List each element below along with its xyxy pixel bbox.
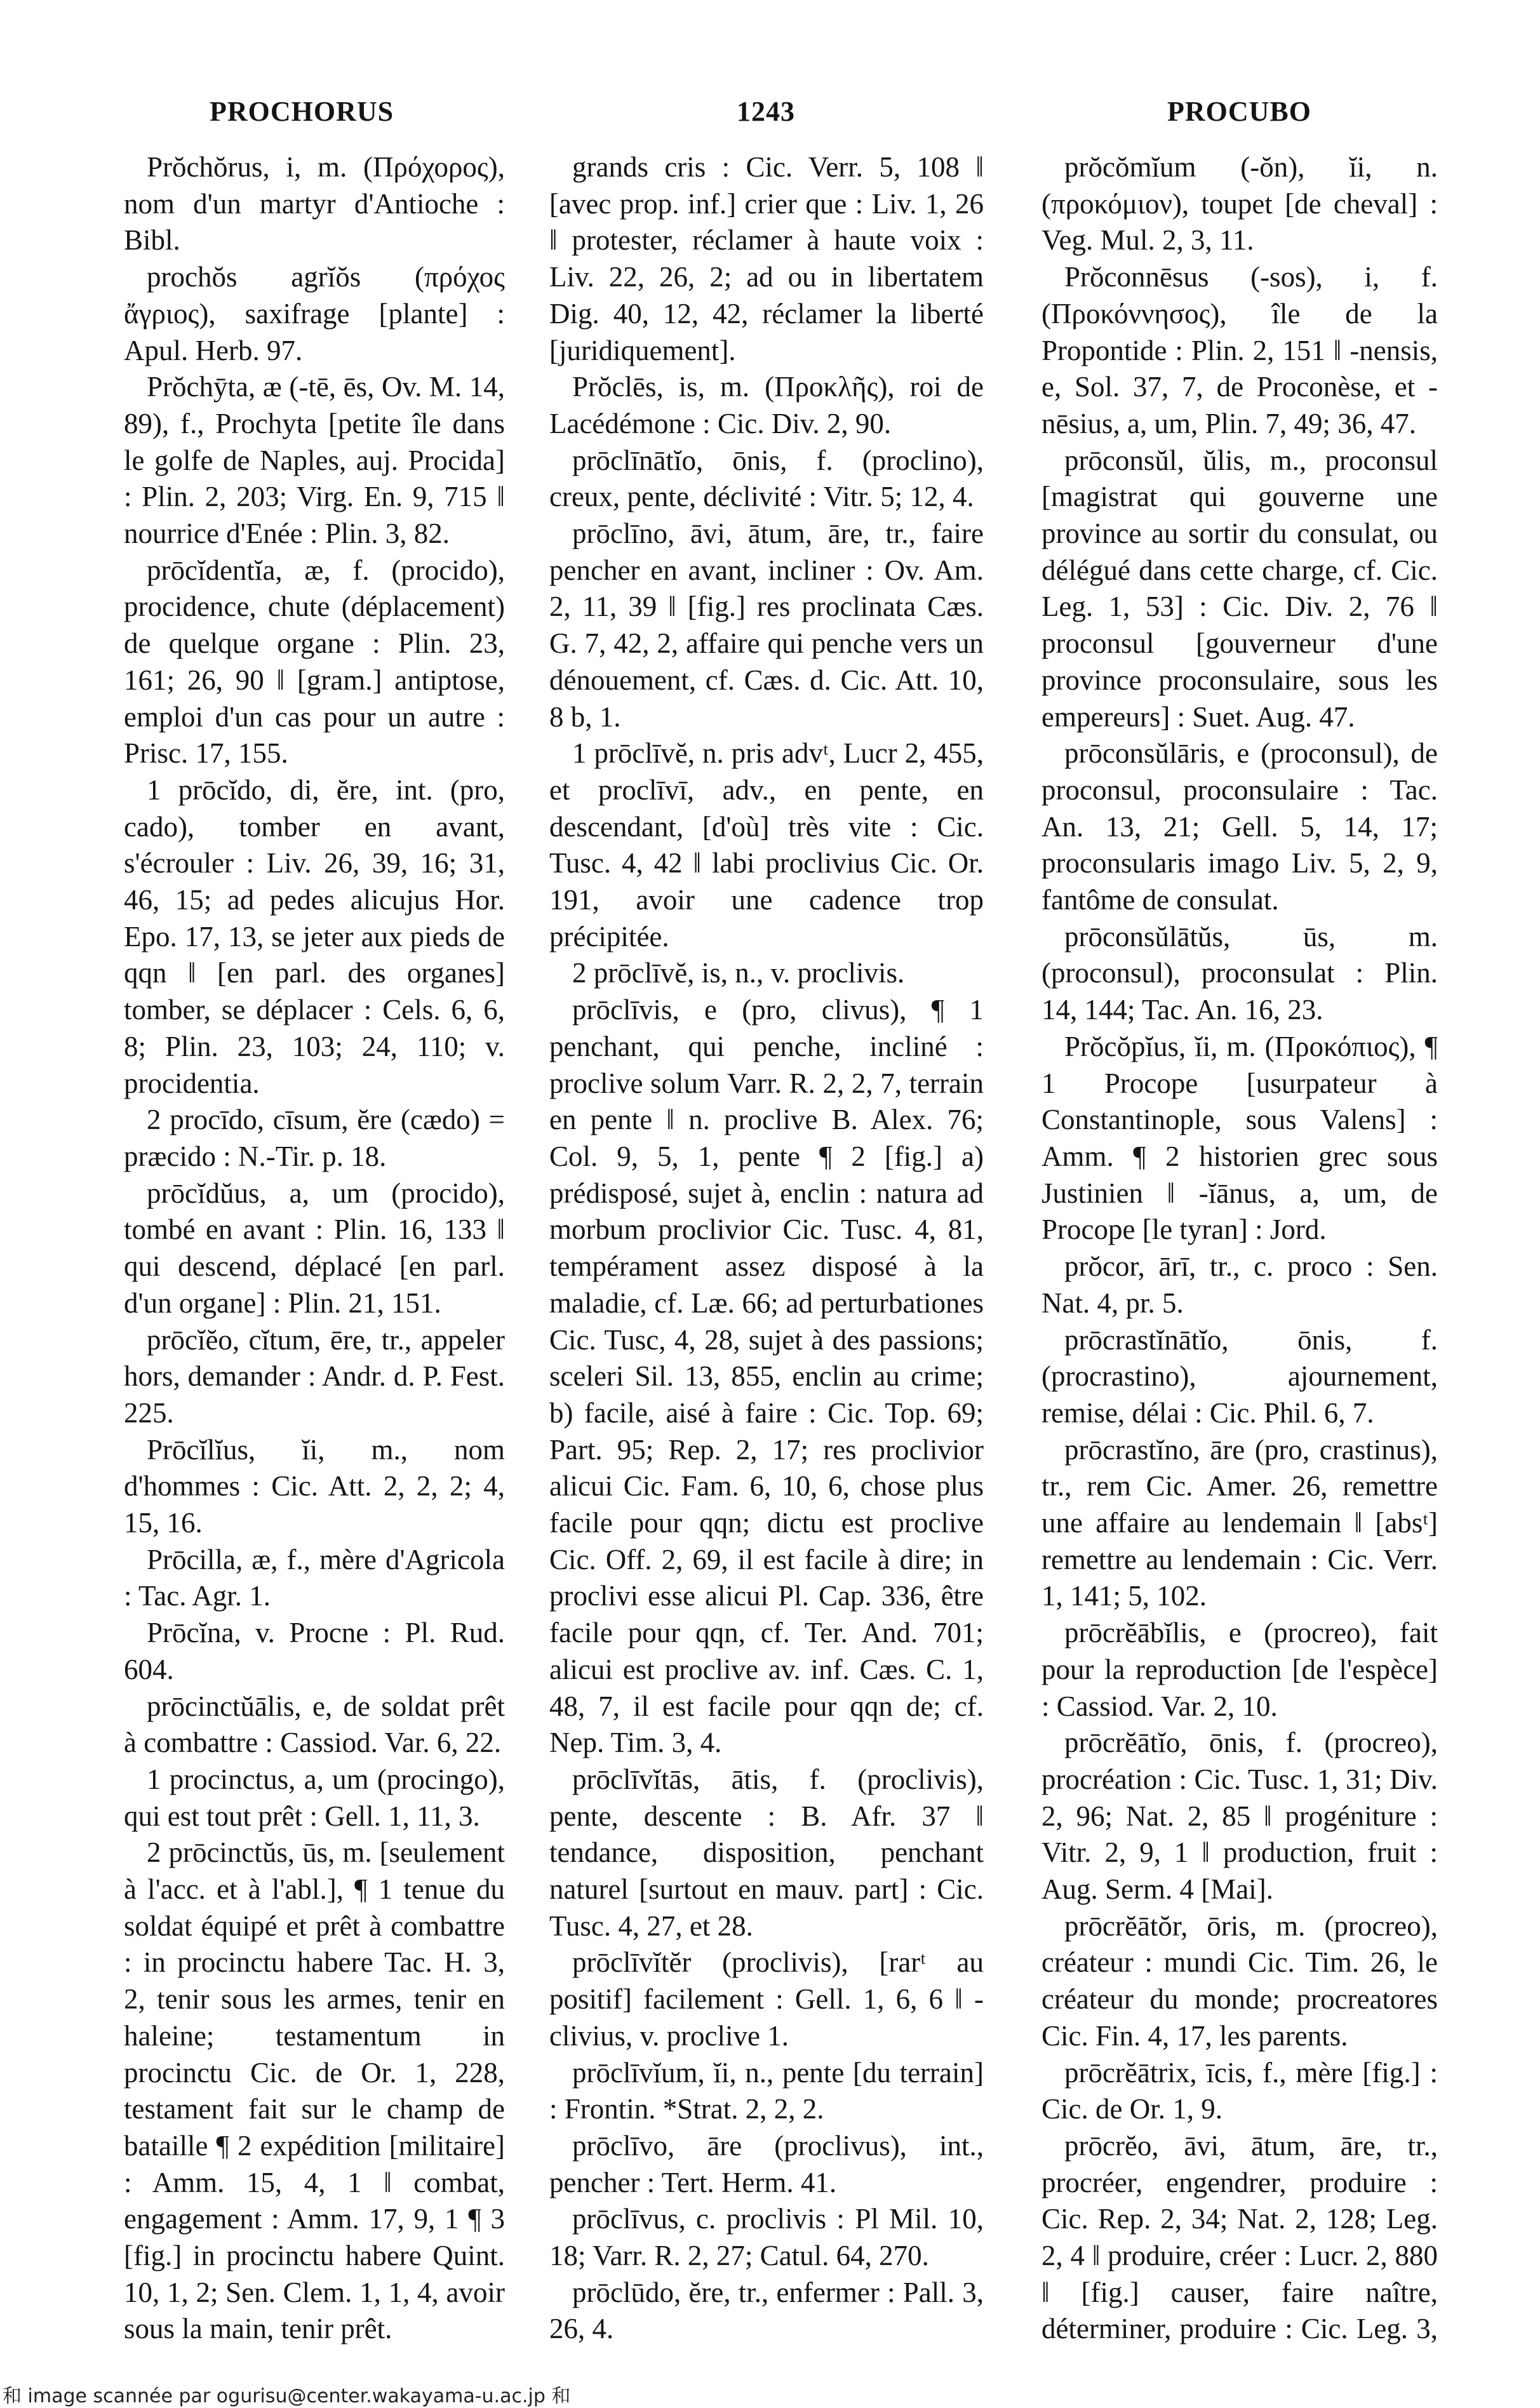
dictionary-entry: Prōcilla, æ, f., mère d'Agricola : Tac. Agr. 1.	[124, 1543, 505, 1612]
dictionary-entry: prōclīnātĭo, ōnis, f. (proclino), creux, pente, déclivité : Vitr. 5; 12, 4.	[549, 444, 984, 513]
dictionary-entry: grands cris : Cic. Verr. 5, 108 ‖ [avec prop. inf.] crier que : Liv. 1, 26 ‖ protester, réclamer à haute voix : Liv. 22, 26, 2; ad ou in libertatem Dig. 40, 12, 42, réclamer la liberté [juridiquement].	[549, 151, 984, 366]
dictionary-entry: 1 prōcĭdo, di, ĕre, int. (pro, cado), tomber en avant, s'écrouler : Liv. 26, 39, 16; 31, 46, 15; ad pedes alicujus Hor. Epo. 17, 13, se jeter aux pieds de qqn ‖ [en parl. des organes] tomber, se déplacer : Cels. 6, 6, 8; Plin. 23, 103; 24, 110; v. procidentia.	[124, 773, 505, 1099]
dictionary-entry: prŏcor, ārī, tr., c. proco : Sen. Nat. 4, pr. 5.	[1041, 1250, 1438, 1319]
dictionary-entry: prōclīno, āvi, ātum, āre, tr., faire pencher en avant, incliner : Ov. Am. 2, 11, 39 ‖ [fig.] res proclinata Cæs. G. 7, 42, 2, affaire qui penche vers un dénouement, cf. Cæs. d. Cic. Att. 10, 8 b, 1.	[549, 518, 984, 733]
dictionary-entry: prōclīvis, e (pro, clivus), ¶ 1 penchant, qui penche, incliné : proclive solum Varr. R. 2, 2, 7, terrain en pente ‖ n. proclive B. Alex. 76; Col. 9, 5, 1, pente ¶ 2 [fig.] a) prédisposé, sujet à, enclin : natura ad morbum proclivior Cic. Tusc. 4, 81, tempérament assez disposé à la maladie, cf. Læ. 66; ad perturbationes Cic. Tusc, 4, 28, sujet à des passions; sceleri Sil. 13, 855, enclin au crime; b) facile, aisé à faire : Cic. Top. 69; Part. 95; Rep. 2, 17; res proclivior alicui Cic. Fam. 6, 10, 6, chose plus facile pour qqn; dictu est proclive Cic. Off. 2, 69, il est facile à dire; in proclivi esse alicui Pl. Cap. 336, être facile pour qqn, cf. Ter. And. 701; alicui est proclive av. inf. Cæs. C. 1, 48, 7, il est facile pour qqn de; cf. Nep. Tim. 3, 4.	[549, 994, 984, 1759]
dictionary-entry: Prŏconnēsus (-sos), i, f. (Προκόννησος), île de la Propontide : Plin. 2, 151 ‖ -nensis, e, Sol. 37, 7, de Proconèse, et -nēsius, a, um, Plin. 7, 49; 36, 47.	[1041, 261, 1438, 439]
dictionary-entry: prōconsŭl, ŭlis, m., proconsul [magistrat qui gouverne une province au sortir du consulat, ou délégué dans cette charge, cf. Cic. Leg. 1, 53] : Cic. Div. 2, 76 ‖ proconsul [gouverneur d'une province proconsulaire, sous les empereurs] : Suet. Aug. 47.	[1041, 444, 1438, 733]
dictionary-entry: Prŏchŏrus, i, m. (Πρόχορος), nom d'un martyr d'Antioche : Bibl.	[124, 151, 505, 257]
dictionary-entry: prōcrastĭnātĭo, ōnis, f. (procrastino), ajournement, remise, délai : Cic. Phil. 6, 7.	[1041, 1323, 1438, 1429]
dictionary-entry: prŏcŏmĭum (-ŏn), ĭi, n. (προκόμιον), toupet [de cheval] : Veg. Mul. 2, 3, 11.	[1041, 151, 1438, 257]
dictionary-entry: 2 prōcinctŭs, ūs, m. [seulement à l'acc. et à l'abl.], ¶ 1 tenue du soldat équipé et prêt à combattre : in procinctu habere Tac. H. 3, 2, tenir sous les armes, tenir en haleine; testamentum in procinctu Cic. de Or. 1, 228, testament fait sur le champ de bataille ¶ 2 expédition [militaire] : Amm. 15, 4, 1 ‖ combat, engagement : Amm. 17, 9, 1 ¶ 3 [fig.] in procinctu habere Quint. 10, 1, 2; Sen. Clem. 1, 1, 4, avoir sous la main, tenir prêt.	[124, 1836, 505, 2345]
dictionary-entry: prōclūdo, ĕre, tr., enfermer : Pall. 3, 26, 4.	[549, 2276, 984, 2345]
column-middle	[549, 149, 984, 2346]
running-head-right: PROCUBO	[1167, 96, 1311, 127]
page-header	[0, 95, 1540, 146]
dictionary-entry: prōcrĕātrix, īcis, f., mère [fig.] : Cic. de Or. 1, 9.	[1041, 2056, 1438, 2125]
dictionary-entry: prōcinctŭālis, e, de soldat prêt à combattre : Cassiod. Var. 6, 22.	[124, 1690, 505, 1759]
dictionary-entry: 1 prōclīvĕ, n. pris advᵗ, Lucr 2, 455, et proclīvī, adv., en pente, en descendant, [d'où] très vite : Cic. Tusc. 4, 42 ‖ labi proclivius Cic. Or. 191, avoir une cadence trop précipitée.	[549, 737, 984, 953]
dictionary-entry: prōcĭdŭus, a, um (procido), tombé en avant : Plin. 16, 133 ‖ qui descend, déplacé [en parl. d'un organe] : Plin. 21, 151.	[124, 1177, 505, 1319]
dictionary-entry: prōclīvĭtās, ātis, f. (proclivis), pente, descente : B. Afr. 37 ‖ tendance, disposition, penchant naturel [surtout en mauv. part] : Cic. Tusc. 4, 27, et 28.	[549, 1763, 984, 1942]
page-number: 1243	[737, 96, 795, 127]
dictionary-entry: prōconsŭlātŭs, ūs, m. (proconsul), proconsulat : Plin. 14, 144; Tac. An. 16, 23.	[1041, 920, 1438, 1026]
dictionary-entry: prōcrĕātŏr, ōris, m. (procreo), créateur : mundi Cic. Tim. 26, le créateur du monde; procreatores Cic. Fin. 4, 17, les parents.	[1041, 1910, 1438, 2052]
dictionary-entry: 1 procinctus, a, um (procingo), qui est tout prêt : Gell. 1, 11, 3.	[124, 1763, 505, 1832]
dictionary-entry: 2 prōclīvĕ, is, n., v. proclivis.	[572, 957, 905, 989]
running-head-left: PROCHORUS	[210, 96, 394, 127]
dictionary-entry: Prŏclēs, is, m. (Προκλῆς), roi de Lacédémone : Cic. Div. 2, 90.	[549, 371, 984, 439]
dictionary-entry: prōclīvo, āre (proclivus), int., pencher : Tert. Herm. 41.	[549, 2129, 984, 2198]
dictionary-entry: prōclīvus, c. proclivis : Pl Mil. 10, 18; Varr. R. 2, 27; Catul. 64, 270.	[549, 2203, 984, 2272]
dictionary-entry: prōclīvĭtĕr (proclivis), [rarᵗ au positif] facilement : Gell. 1, 6, 6 ‖ -clivius, v. proclive 1.	[549, 1946, 984, 2052]
dictionary-entry: prōcrastĭno, āre (pro, crastinus), tr., rem Cic. Amer. 26, remettre une affaire au lendemain ‖ [absᵗ] remettre au lendemain : Cic. Verr. 1, 141; 5, 102.	[1041, 1433, 1438, 1612]
dictionary-entry: prōcrĕātĭo, ōnis, f. (procreo), procréation : Cic. Tusc. 1, 31; Div. 2, 96; Nat. 2, 85 ‖ progéniture : Vitr. 2, 9, 1 ‖ production, fruit : Aug. Serm. 4 [Mai].	[1041, 1727, 1438, 1906]
dictionary-entry: Prōcĭna, v. Procne : Pl. Rud. 604.	[124, 1617, 505, 1685]
column-left	[124, 149, 505, 2346]
dictionary-entry: prōcrĕābĭlis, e (procreo), fait pour la reproduction [de l'espèce] : Cassiod. Var. 2, 10.	[1041, 1617, 1438, 1722]
scan-credit-text: 和 image scannée par ogurisu@center.wakayama-u.ac.jp 和	[3, 2385, 571, 2407]
dictionary-entry: prōcrĕo, āvi, ātum, āre, tr., procréer, engendrer, produire : Cic. Rep. 2, 34; Nat. 2, 128; Leg. 2, 4 ‖ produire, créer : Lucr. 2, 880 ‖ [fig.] causer, faire naître, déterminer, produire : Cic. Leg. 3,	[1041, 2129, 1438, 2345]
dictionary-entry: Prŏcŏpĭus, ĭi, m. (Προκόπιος), ¶ 1 Procope [usurpateur à Constantinople, sous Valens] : Amm. ¶ 2 historien grec sous Justinien ‖ -ĭānus, a, um, de Procope [le tyran] : Jord.	[1041, 1030, 1438, 1246]
column-right	[1041, 149, 1438, 2346]
dictionary-entry: prōclīvĭum, ĭi, n., pente [du terrain] : Frontin. *Strat. 2, 2, 2.	[549, 2056, 984, 2125]
dictionary-entry: prōcĭdentĭa, æ, f. (procido), procidence, chute (déplacement) de quelque organe : Plin. 23, 161; 26, 90 ‖ [gram.] antiptose, emploi d'un cas pour un autre : Prisc. 17, 155.	[124, 554, 505, 770]
scan-credit-footer	[0, 2380, 1540, 2405]
dictionary-entry: Prŏchȳta, æ (-tē, ēs, Ov. M. 14, 89), f., Prochyta [petite île dans le golfe de Naples, auj. Procida] : Plin. 2, 203; Virg. En. 9, 715 ‖ nourrice d'Enée : Plin. 3, 82.	[124, 371, 505, 550]
dictionary-entry: prōconsŭlāris, e (proconsul), de proconsul, proconsulaire : Tac. An. 13, 21; Gell. 5, 14, 17; proconsularis imago Liv. 5, 2, 9, fantôme de consulat.	[1041, 737, 1438, 916]
dictionary-entry: prōcĭĕo, cĭtum, ēre, tr., appeler hors, demander : Andr. d. P. Fest. 225.	[124, 1323, 505, 1429]
dictionary-entry: 2 procīdo, cīsum, ĕre (cædo) = præcido : N.-Tir. p. 18.	[124, 1104, 505, 1172]
dictionary-entry: prochŏs agrĭŏs (πρόχος ἄγριος), saxifrage [plante] : Apul. Herb. 97.	[124, 261, 505, 366]
dictionary-entry: Prōcĭlĭus, ĭi, m., nom d'hommes : Cic. Att. 2, 2, 2; 4, 15, 16.	[124, 1433, 505, 1539]
